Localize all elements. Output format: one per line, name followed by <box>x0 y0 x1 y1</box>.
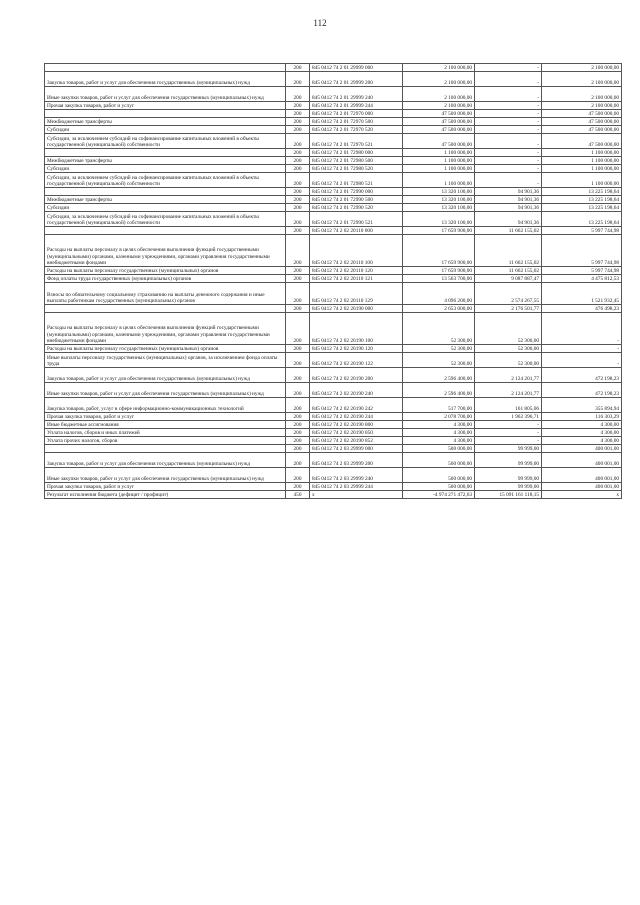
row-unexecuted-amount: - <box>542 353 622 368</box>
row-name <box>45 305 286 313</box>
row-unexecuted-amount: 400 001,00 <box>542 483 622 491</box>
row-unexecuted-amount: 47 500 000,00 <box>542 126 622 134</box>
row-classification-code: 845 0412 74 2 01 72990 500 <box>310 196 403 204</box>
row-executed-amount: 52 300,00 <box>475 353 542 368</box>
row-unexecuted-amount: 472 198,23 <box>542 383 622 398</box>
row-name: Межбюджетные трансферты <box>45 157 286 165</box>
row-code: 200 <box>286 204 310 212</box>
row-code: 200 <box>286 87 310 102</box>
row-executed-amount: - <box>475 157 542 165</box>
row-name: Субсидии <box>45 126 286 134</box>
row-executed-amount: - <box>475 429 542 437</box>
row-unexecuted-amount: 13 225 198,64 <box>542 212 622 227</box>
row-classification-code: 845 0412 74 2 02 20110 100 <box>310 235 403 267</box>
table-row <box>45 283 622 305</box>
row-name: Субсидии, за исключением субсидий на софинансирование капитальных вложений в объекты государственной (муниципальной) собственности <box>45 212 286 227</box>
row-classification-code: 845 0412 74 2 02 20190 200 <box>310 368 403 383</box>
row-executed-amount: 99 999,00 <box>475 483 542 491</box>
row-name: Закупка товаров, работ и услуг для обеспечения государственных (муниципальных) нужд <box>45 453 286 468</box>
table-row <box>45 305 622 313</box>
row-classification-code: 845 0412 74 2 01 29999 244 <box>310 102 403 110</box>
row-unexecuted-amount: 47 500 000,00 <box>542 110 622 118</box>
row-approved-amount: 52 300,00 <box>403 313 475 345</box>
row-name: Расходы на выплаты персоналу государственных (муниципальных) органов <box>45 345 286 353</box>
row-unexecuted-amount: 2 100 000,00 <box>542 87 622 102</box>
table-row <box>45 413 622 421</box>
row-name: Иные закупки товаров, работ и услуг для обеспечения государственных (муниципальных) нужд <box>45 468 286 483</box>
table-row <box>45 267 622 275</box>
row-name: Расходы на выплаты персоналу государственных (муниципальных) органов <box>45 267 286 275</box>
row-approved-amount: 17 659 900,00 <box>403 235 475 267</box>
row-code: 200 <box>286 110 310 118</box>
row-code: 200 <box>286 64 310 72</box>
row-unexecuted-amount: - <box>542 313 622 345</box>
row-executed-amount: - <box>475 437 542 445</box>
row-approved-amount: 2 078 700,00 <box>403 413 475 421</box>
row-approved-amount: 47 500 000,00 <box>403 126 475 134</box>
row-classification-code: 845 0412 74 2 01 29999 200 <box>310 72 403 87</box>
row-unexecuted-amount: 13 225 198,64 <box>542 196 622 204</box>
row-name: Межбюджетные трансферты <box>45 196 286 204</box>
table-row <box>45 398 622 413</box>
table-row <box>45 72 622 87</box>
table-row <box>45 437 622 445</box>
row-unexecuted-amount: 47 500 000,00 <box>542 134 622 149</box>
row-code: 200 <box>286 429 310 437</box>
table-row <box>45 345 622 353</box>
row-executed-amount: 99 999,00 <box>475 445 542 453</box>
row-approved-amount: 4 096 200,00 <box>403 283 475 305</box>
row-name: Расходы на выплаты персоналу в целях обеспечения выполнения функций государственными (муниципальными) органами, казенными учреждениями, органами управления государственными внебюджетными фондами <box>45 313 286 345</box>
row-approved-amount: 2 596 400,00 <box>403 368 475 383</box>
row-executed-amount: - <box>475 102 542 110</box>
row-executed-amount: - <box>475 173 542 188</box>
row-name: Закупка товаров, работ и услуг для обеспечения государственных (муниципальных) нужд <box>45 72 286 87</box>
table-row <box>45 227 622 235</box>
table-row <box>45 204 622 212</box>
row-approved-amount: 13 320 100,00 <box>403 188 475 196</box>
row-classification-code: 845 0412 74 2 02 20190 120 <box>310 345 403 353</box>
row-code: 200 <box>286 188 310 196</box>
row-name <box>45 227 286 235</box>
row-executed-amount: - <box>475 64 542 72</box>
row-approved-amount: 4 300,00 <box>403 421 475 429</box>
row-classification-code: 845 0412 74 2 01 72970 521 <box>310 134 403 149</box>
row-classification-code: 845 0412 74 2 02 20190 122 <box>310 353 403 368</box>
row-code: 200 <box>286 227 310 235</box>
row-approved-amount: 1 100 000,00 <box>403 165 475 173</box>
row-name <box>45 110 286 118</box>
row-unexecuted-amount: 47 500 000,00 <box>542 118 622 126</box>
row-approved-amount: 517 700,00 <box>403 398 475 413</box>
row-approved-amount: 2 653 000,00 <box>403 305 475 313</box>
table-row <box>45 188 622 196</box>
row-executed-amount: 94 901,36 <box>475 188 542 196</box>
row-approved-amount: 13 320 100,00 <box>403 204 475 212</box>
row-approved-amount: 2 596 400,00 <box>403 383 475 398</box>
row-unexecuted-amount: 1 100 000,00 <box>542 165 622 173</box>
row-executed-amount: 161 805,06 <box>475 398 542 413</box>
row-executed-amount: 99 999,00 <box>475 453 542 468</box>
row-name <box>45 64 286 72</box>
row-executed-amount: - <box>475 126 542 134</box>
row-unexecuted-amount: 400 001,00 <box>542 445 622 453</box>
row-classification-code: 845 0412 74 2 02 20110 129 <box>310 283 403 305</box>
table-row <box>45 483 622 491</box>
row-approved-amount: 13 563 700,00 <box>403 275 475 283</box>
table-row <box>45 368 622 383</box>
row-classification-code: 845 0412 74 2 03 29999 244 <box>310 483 403 491</box>
row-unexecuted-amount: 400 001,00 <box>542 453 622 468</box>
table-row <box>45 429 622 437</box>
row-name: Иные закупки товаров, работ и услуг для обеспечения государственных (муниципальных) нужд <box>45 383 286 398</box>
row-approved-amount: 500 000,00 <box>403 453 475 468</box>
row-code: 200 <box>286 313 310 345</box>
row-classification-code: 845 0412 74 2 02 20190 850 <box>310 429 403 437</box>
table-row <box>45 421 622 429</box>
row-unexecuted-amount: 355 894,94 <box>542 398 622 413</box>
table-row <box>45 313 622 345</box>
row-unexecuted-amount: 116 303,29 <box>542 413 622 421</box>
row-approved-amount: 52 300,00 <box>403 353 475 368</box>
row-classification-code: 845 0412 74 2 01 72980 500 <box>310 157 403 165</box>
row-code: 450 <box>286 491 310 499</box>
row-executed-amount: 94 901,36 <box>475 204 542 212</box>
table-row <box>45 126 622 134</box>
row-name: Взносы по обязательному социальному страхованию на выплаты денежного содержания и иные выплаты работникам государственных (муниципальных) органов <box>45 283 286 305</box>
row-name: Фонд оплаты труда государственных (муниципальных) органов <box>45 275 286 283</box>
row-approved-amount: 1 100 000,00 <box>403 157 475 165</box>
row-approved-amount: 4 300,00 <box>403 437 475 445</box>
row-executed-amount: 11 662 155,02 <box>475 267 542 275</box>
row-name: Результат исполнения бюджета (дефицит / профицит) <box>45 491 286 499</box>
row-classification-code: x <box>310 491 403 499</box>
row-classification-code: 845 0412 74 2 02 20190 800 <box>310 421 403 429</box>
row-approved-amount: 500 000,00 <box>403 445 475 453</box>
row-executed-amount: 94 901,36 <box>475 212 542 227</box>
row-name: Иные закупки товаров, работ и услуг для обеспечения государственных (муниципальных) нужд <box>45 87 286 102</box>
row-classification-code: 845 0412 74 2 02 20110 120 <box>310 267 403 275</box>
table-row <box>45 102 622 110</box>
row-code: 200 <box>286 468 310 483</box>
row-name: Уплата прочих налогов, сборов <box>45 437 286 445</box>
row-classification-code: 845 0412 74 2 01 72990 520 <box>310 204 403 212</box>
row-name <box>45 149 286 157</box>
row-unexecuted-amount: 2 100 000,00 <box>542 102 622 110</box>
row-approved-amount: 17 659 900,00 <box>403 267 475 275</box>
row-classification-code: 845 0412 74 2 01 72980 521 <box>310 173 403 188</box>
row-code: 200 <box>286 165 310 173</box>
table-row <box>45 196 622 204</box>
row-name: Прочая закупка товаров, работ и услуг <box>45 413 286 421</box>
row-approved-amount: 4 300,00 <box>403 429 475 437</box>
row-classification-code: 845 0412 74 2 03 29999 000 <box>310 445 403 453</box>
row-code: 200 <box>286 398 310 413</box>
row-classification-code: 845 0412 74 2 01 72980 000 <box>310 149 403 157</box>
row-unexecuted-amount: 476 498,23 <box>542 305 622 313</box>
row-approved-amount: 2 100 000,00 <box>403 72 475 87</box>
row-executed-amount: 2 124 201,77 <box>475 383 542 398</box>
row-classification-code: 845 0412 74 2 01 29999 000 <box>310 64 403 72</box>
row-executed-amount: 9 087 887,47 <box>475 275 542 283</box>
table-row <box>45 64 622 72</box>
row-unexecuted-amount: 2 100 000,00 <box>542 64 622 72</box>
row-approved-amount: 17 659 900,00 <box>403 227 475 235</box>
table-row <box>45 118 622 126</box>
row-unexecuted-amount: 1 100 000,00 <box>542 149 622 157</box>
row-code: 200 <box>286 368 310 383</box>
table-row <box>45 157 622 165</box>
row-code: 200 <box>286 305 310 313</box>
row-name: Субсидии <box>45 204 286 212</box>
row-approved-amount: 500 000,00 <box>403 468 475 483</box>
row-executed-amount: - <box>475 87 542 102</box>
table-row <box>45 110 622 118</box>
row-classification-code: 845 0412 74 2 02 20110 121 <box>310 275 403 283</box>
row-classification-code: 845 0412 74 2 01 72970 000 <box>310 110 403 118</box>
row-executed-amount: - <box>475 118 542 126</box>
table-row <box>45 383 622 398</box>
row-approved-amount: 47 500 000,00 <box>403 118 475 126</box>
row-name: Иные бюджетные ассигнования <box>45 421 286 429</box>
row-unexecuted-amount: 1 521 932,45 <box>542 283 622 305</box>
row-code: 200 <box>286 413 310 421</box>
row-classification-code: 845 0412 74 2 02 20190 852 <box>310 437 403 445</box>
row-executed-amount: 52 300,00 <box>475 345 542 353</box>
table-row <box>45 134 622 149</box>
row-code: 200 <box>286 173 310 188</box>
row-classification-code: 845 0412 74 2 02 20190 100 <box>310 313 403 345</box>
row-code: 200 <box>286 149 310 157</box>
row-code: 200 <box>286 102 310 110</box>
row-code: 200 <box>286 72 310 87</box>
table-row <box>45 235 622 267</box>
row-unexecuted-amount: 5 997 744,98 <box>542 227 622 235</box>
row-approved-amount: 2 100 000,00 <box>403 87 475 102</box>
row-code: 200 <box>286 445 310 453</box>
table-body <box>45 64 622 499</box>
row-unexecuted-amount: 1 100 000,00 <box>542 157 622 165</box>
row-classification-code: 845 0412 74 2 01 72970 520 <box>310 126 403 134</box>
table-row <box>45 453 622 468</box>
page-number: 112 <box>313 18 327 28</box>
row-classification-code: 845 0412 74 2 01 72980 520 <box>310 165 403 173</box>
row-classification-code: 845 0412 74 2 02 20190 240 <box>310 383 403 398</box>
row-classification-code: 845 0412 74 2 02 20110 000 <box>310 227 403 235</box>
row-name: Иные выплаты персоналу государственных (муниципальных) органов, за исключением фонда оплаты труда <box>45 353 286 368</box>
table-row <box>45 165 622 173</box>
row-approved-amount: 47 500 000,00 <box>403 134 475 149</box>
row-code: 200 <box>286 212 310 227</box>
row-unexecuted-amount: 4 475 812,53 <box>542 275 622 283</box>
row-classification-code: 845 0412 74 2 01 72970 500 <box>310 118 403 126</box>
row-code: 200 <box>286 345 310 353</box>
row-executed-amount: 52 300,00 <box>475 313 542 345</box>
row-unexecuted-amount: 2 100 000,00 <box>542 72 622 87</box>
row-unexecuted-amount: 4 300,00 <box>542 429 622 437</box>
table-row <box>45 87 622 102</box>
row-name: Расходы на выплаты персоналу в целях обеспечения выполнения функций государственными (муниципальными) органами, казенными учреждениями, органами управления государственными внебюджетными фондами <box>45 235 286 267</box>
row-code: 200 <box>286 235 310 267</box>
row-name: Прочая закупка товаров, работ и услуг <box>45 102 286 110</box>
row-approved-amount: 47 500 000,00 <box>403 110 475 118</box>
row-code: 200 <box>286 283 310 305</box>
row-unexecuted-amount: - <box>542 345 622 353</box>
row-code: 200 <box>286 196 310 204</box>
row-executed-amount: 2 124 201,77 <box>475 368 542 383</box>
table-row <box>45 468 622 483</box>
row-executed-amount: 11 662 155,02 <box>475 227 542 235</box>
row-name: Прочая закупка товаров, работ и услуг <box>45 483 286 491</box>
table-row <box>45 353 622 368</box>
row-classification-code: 845 0412 74 2 01 72990 000 <box>310 188 403 196</box>
row-name: Субсидии, за исключением субсидий на софинансирование капитальных вложений в объекты государственной (муниципальной) собственности <box>45 173 286 188</box>
row-executed-amount: - <box>475 72 542 87</box>
row-code: 200 <box>286 118 310 126</box>
row-code: 200 <box>286 157 310 165</box>
row-unexecuted-amount: 472 198,23 <box>542 368 622 383</box>
row-executed-amount: - <box>475 110 542 118</box>
row-unexecuted-amount: 4 300,00 <box>542 421 622 429</box>
row-name: Уплата налогов, сборов и иных платежей <box>45 429 286 437</box>
row-code: 200 <box>286 353 310 368</box>
row-approved-amount: 2 100 000,00 <box>403 64 475 72</box>
row-classification-code: 845 0412 74 2 03 29999 240 <box>310 468 403 483</box>
row-classification-code: 845 0412 74 2 03 29999 200 <box>310 453 403 468</box>
row-executed-amount: - <box>475 134 542 149</box>
row-unexecuted-amount: 4 300,00 <box>542 437 622 445</box>
row-unexecuted-amount: 13 225 198,64 <box>542 204 622 212</box>
row-classification-code: 845 0412 74 2 02 20190 000 <box>310 305 403 313</box>
row-approved-amount: 13 320 100,00 <box>403 196 475 204</box>
row-code: 200 <box>286 126 310 134</box>
row-classification-code: 845 0412 74 2 01 72990 521 <box>310 212 403 227</box>
row-executed-amount: - <box>475 421 542 429</box>
row-code: 200 <box>286 421 310 429</box>
row-code: 200 <box>286 453 310 468</box>
row-code: 200 <box>286 483 310 491</box>
row-name: Закупка товаров, работ и услуг для обеспечения государственных (муниципальных) нужд <box>45 368 286 383</box>
row-name: Субсидии, за исключением субсидий на софинансирование капитальных вложений в объекты государственной (муниципальной) собственности <box>45 134 286 149</box>
row-unexecuted-amount: 5 997 744,98 <box>542 267 622 275</box>
row-executed-amount: - <box>475 165 542 173</box>
row-unexecuted-amount: 400 001,00 <box>542 468 622 483</box>
row-name: Закупка товаров, работ, услуг в сфере информационно-коммуникационных технологий <box>45 398 286 413</box>
row-approved-amount: 52 300,00 <box>403 345 475 353</box>
table-row <box>45 445 622 453</box>
row-classification-code: 845 0412 74 2 02 20190 244 <box>310 413 403 421</box>
row-executed-amount: 2 176 501,77 <box>475 305 542 313</box>
table-row <box>45 173 622 188</box>
budget-execution-table <box>44 63 622 499</box>
table-row <box>45 212 622 227</box>
row-executed-amount: 11 662 155,02 <box>475 235 542 267</box>
row-classification-code: 845 0412 74 2 02 20190 242 <box>310 398 403 413</box>
row-executed-amount: 15 091 161 118,15 <box>475 491 542 499</box>
row-name: Субсидии <box>45 165 286 173</box>
row-unexecuted-amount: 5 997 744,98 <box>542 235 622 267</box>
row-code: 200 <box>286 437 310 445</box>
row-executed-amount: 2 574 267,55 <box>475 283 542 305</box>
table-row <box>45 491 622 499</box>
row-name <box>45 445 286 453</box>
row-unexecuted-amount: 13 225 198,64 <box>542 188 622 196</box>
table-row <box>45 275 622 283</box>
row-approved-amount: 2 100 000,00 <box>403 102 475 110</box>
row-executed-amount: 94 901,36 <box>475 196 542 204</box>
row-name <box>45 188 286 196</box>
row-code: 200 <box>286 267 310 275</box>
row-code: 200 <box>286 383 310 398</box>
row-executed-amount: 99 999,00 <box>475 468 542 483</box>
row-classification-code: 845 0412 74 2 01 29999 240 <box>310 87 403 102</box>
row-approved-amount: 1 100 000,00 <box>403 173 475 188</box>
row-executed-amount: 1 962 396,71 <box>475 413 542 421</box>
row-approved-amount: 1 100 000,00 <box>403 149 475 157</box>
row-approved-amount: 500 000,00 <box>403 483 475 491</box>
table-row <box>45 149 622 157</box>
row-code: 200 <box>286 134 310 149</box>
row-unexecuted-amount: x <box>542 491 622 499</box>
row-unexecuted-amount: 1 100 000,00 <box>542 173 622 188</box>
row-name: Межбюджетные трансферты <box>45 118 286 126</box>
row-code: 200 <box>286 275 310 283</box>
row-approved-amount: -4 974 271 472,63 <box>403 491 475 499</box>
row-approved-amount: 13 320 100,00 <box>403 212 475 227</box>
row-executed-amount: - <box>475 149 542 157</box>
